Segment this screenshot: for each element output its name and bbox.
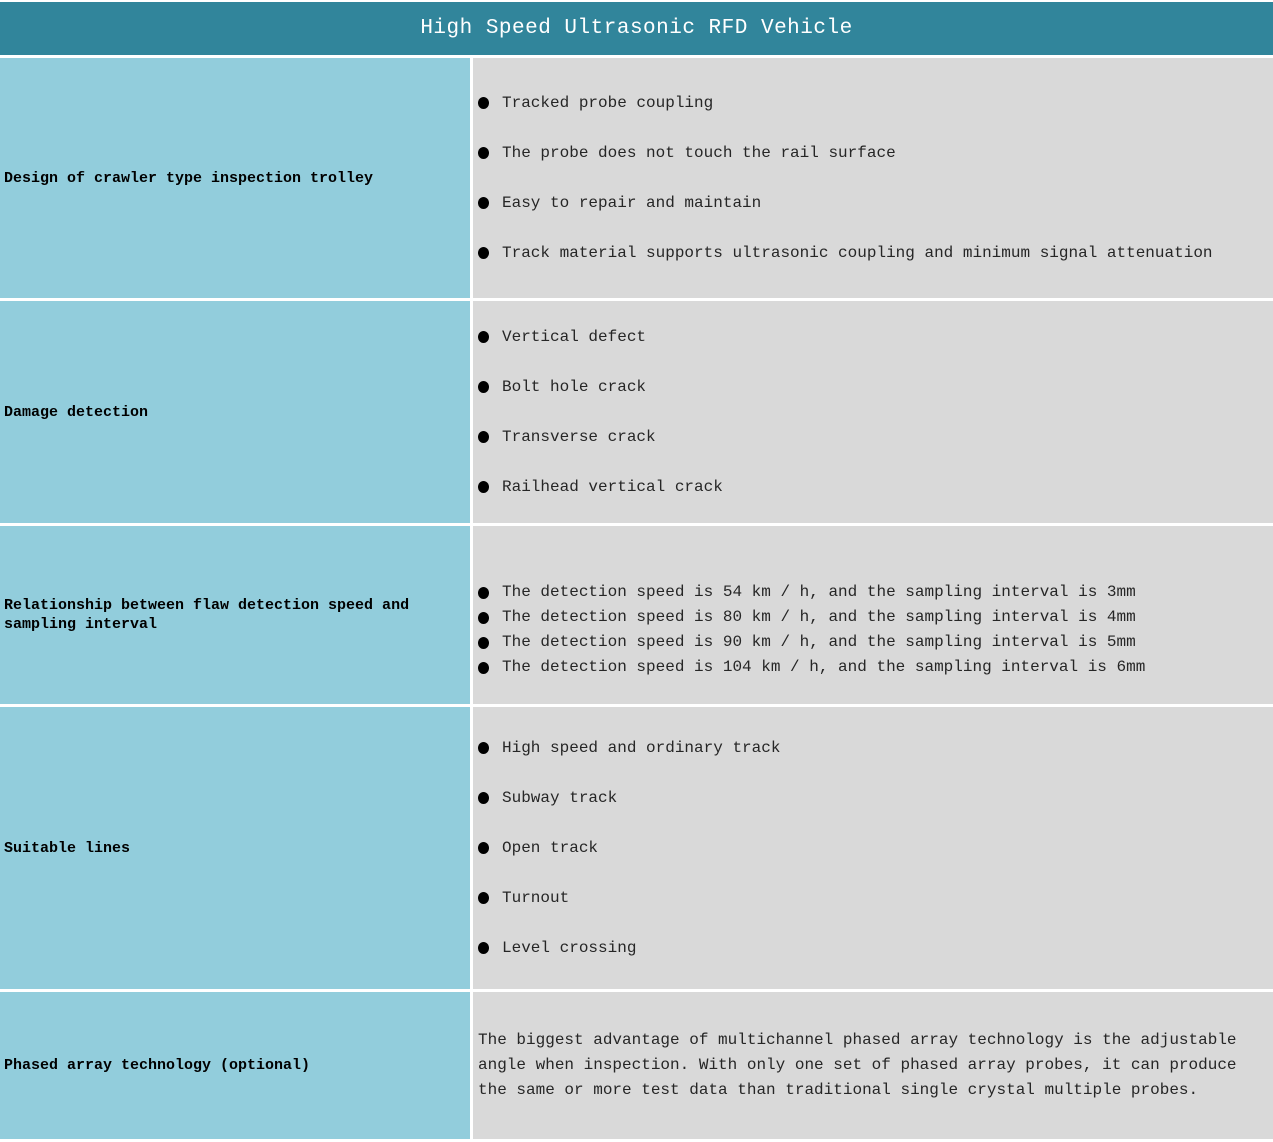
row-content-crawler-trolley bbox=[473, 58, 1273, 298]
row-label-speed-sampling bbox=[0, 526, 470, 704]
bullet-icon bbox=[478, 381, 489, 393]
row-content-damage-detection bbox=[473, 301, 1273, 523]
row-label-text: Damage detection bbox=[4, 403, 149, 421]
bullet-text: Turnout bbox=[502, 889, 570, 907]
bullet-item bbox=[478, 835, 1269, 861]
bullet-icon bbox=[478, 842, 489, 854]
bullet-icon bbox=[478, 147, 489, 159]
row-label-damage-detection bbox=[0, 301, 470, 523]
bullet-item bbox=[478, 374, 1269, 400]
bullet-text: Bolt hole crack bbox=[502, 378, 647, 396]
bullet-item bbox=[478, 605, 1269, 630]
bullet-icon bbox=[478, 612, 489, 624]
row-label-text: Suitable lines bbox=[4, 839, 131, 857]
bullet-item bbox=[478, 324, 1269, 350]
bullet-text: Transverse crack bbox=[502, 428, 656, 446]
row-label-text: Phased array technology (optional) bbox=[4, 1057, 311, 1074]
bullet-icon bbox=[478, 637, 489, 649]
bullet-item bbox=[478, 655, 1269, 680]
row-label-text: Relationship between flaw detection speed and sampling interval bbox=[4, 597, 410, 633]
bullet-icon bbox=[478, 481, 489, 493]
bullet-icon bbox=[478, 892, 489, 904]
bullet-icon bbox=[478, 197, 489, 209]
bullet-text: Level crossing bbox=[502, 939, 637, 957]
row-label-crawler-trolley bbox=[0, 58, 470, 298]
page-title: High Speed Ultrasonic RFD Vehicle bbox=[420, 17, 853, 40]
bullet-item bbox=[478, 90, 1269, 116]
row-label-suitable-lines bbox=[0, 707, 470, 989]
row-content-phased-array bbox=[473, 992, 1273, 1139]
bullet-text: The probe does not touch the rail surface bbox=[502, 144, 896, 162]
bullet-item bbox=[478, 240, 1269, 266]
paragraph-text: The biggest advantage of multichannel phased array technology is the adjustable angle when inspection. With only one set of phased array probes, it can produce the same or more test data than traditional single crystal multiple probes. bbox=[478, 1031, 1237, 1099]
bullet-item bbox=[478, 190, 1269, 216]
bullet-icon bbox=[478, 742, 489, 754]
bullet-text: The detection speed is 104 km / h, and the sampling interval is 6mm bbox=[502, 658, 1146, 676]
row-content-speed-sampling bbox=[473, 526, 1273, 704]
bullet-text: High speed and ordinary track bbox=[502, 739, 781, 757]
bullet-icon bbox=[478, 942, 489, 954]
bullet-item bbox=[478, 885, 1269, 911]
bullet-item bbox=[478, 580, 1269, 605]
row-content-suitable-lines bbox=[473, 707, 1273, 989]
bullet-text: The detection speed is 90 km / h, and the sampling interval is 5mm bbox=[502, 633, 1136, 651]
bullet-text: Vertical defect bbox=[502, 328, 647, 346]
bullet-item bbox=[478, 140, 1269, 166]
bullet-text: The detection speed is 80 km / h, and the sampling interval is 4mm bbox=[502, 608, 1136, 626]
bullet-item bbox=[478, 735, 1269, 761]
bullet-text: Easy to repair and maintain bbox=[502, 194, 762, 212]
table-header bbox=[0, 2, 1273, 55]
bullet-text: Railhead vertical crack bbox=[502, 478, 723, 496]
bullet-item bbox=[478, 474, 1269, 500]
bullet-text: Open track bbox=[502, 839, 599, 857]
bullet-text: Track material supports ultrasonic coupling and minimum signal attenuation bbox=[502, 244, 1213, 262]
bullet-item bbox=[478, 935, 1269, 961]
bullet-item bbox=[478, 630, 1269, 655]
bullet-icon bbox=[478, 247, 489, 259]
bullet-icon bbox=[478, 431, 489, 443]
row-label-text: Design of crawler type inspection trolley bbox=[4, 169, 374, 187]
bullet-icon bbox=[478, 331, 489, 343]
bullet-item bbox=[478, 785, 1269, 811]
bullet-icon bbox=[478, 662, 489, 674]
bullet-text: The detection speed is 54 km / h, and the sampling interval is 3mm bbox=[502, 583, 1136, 601]
bullet-text: Tracked probe coupling bbox=[502, 94, 714, 112]
bullet-icon bbox=[478, 792, 489, 804]
bullet-item bbox=[478, 424, 1269, 450]
row-label-phased-array bbox=[0, 992, 470, 1139]
bullet-icon bbox=[478, 97, 489, 109]
bullet-icon bbox=[478, 587, 489, 599]
bullet-text: Subway track bbox=[502, 789, 618, 807]
